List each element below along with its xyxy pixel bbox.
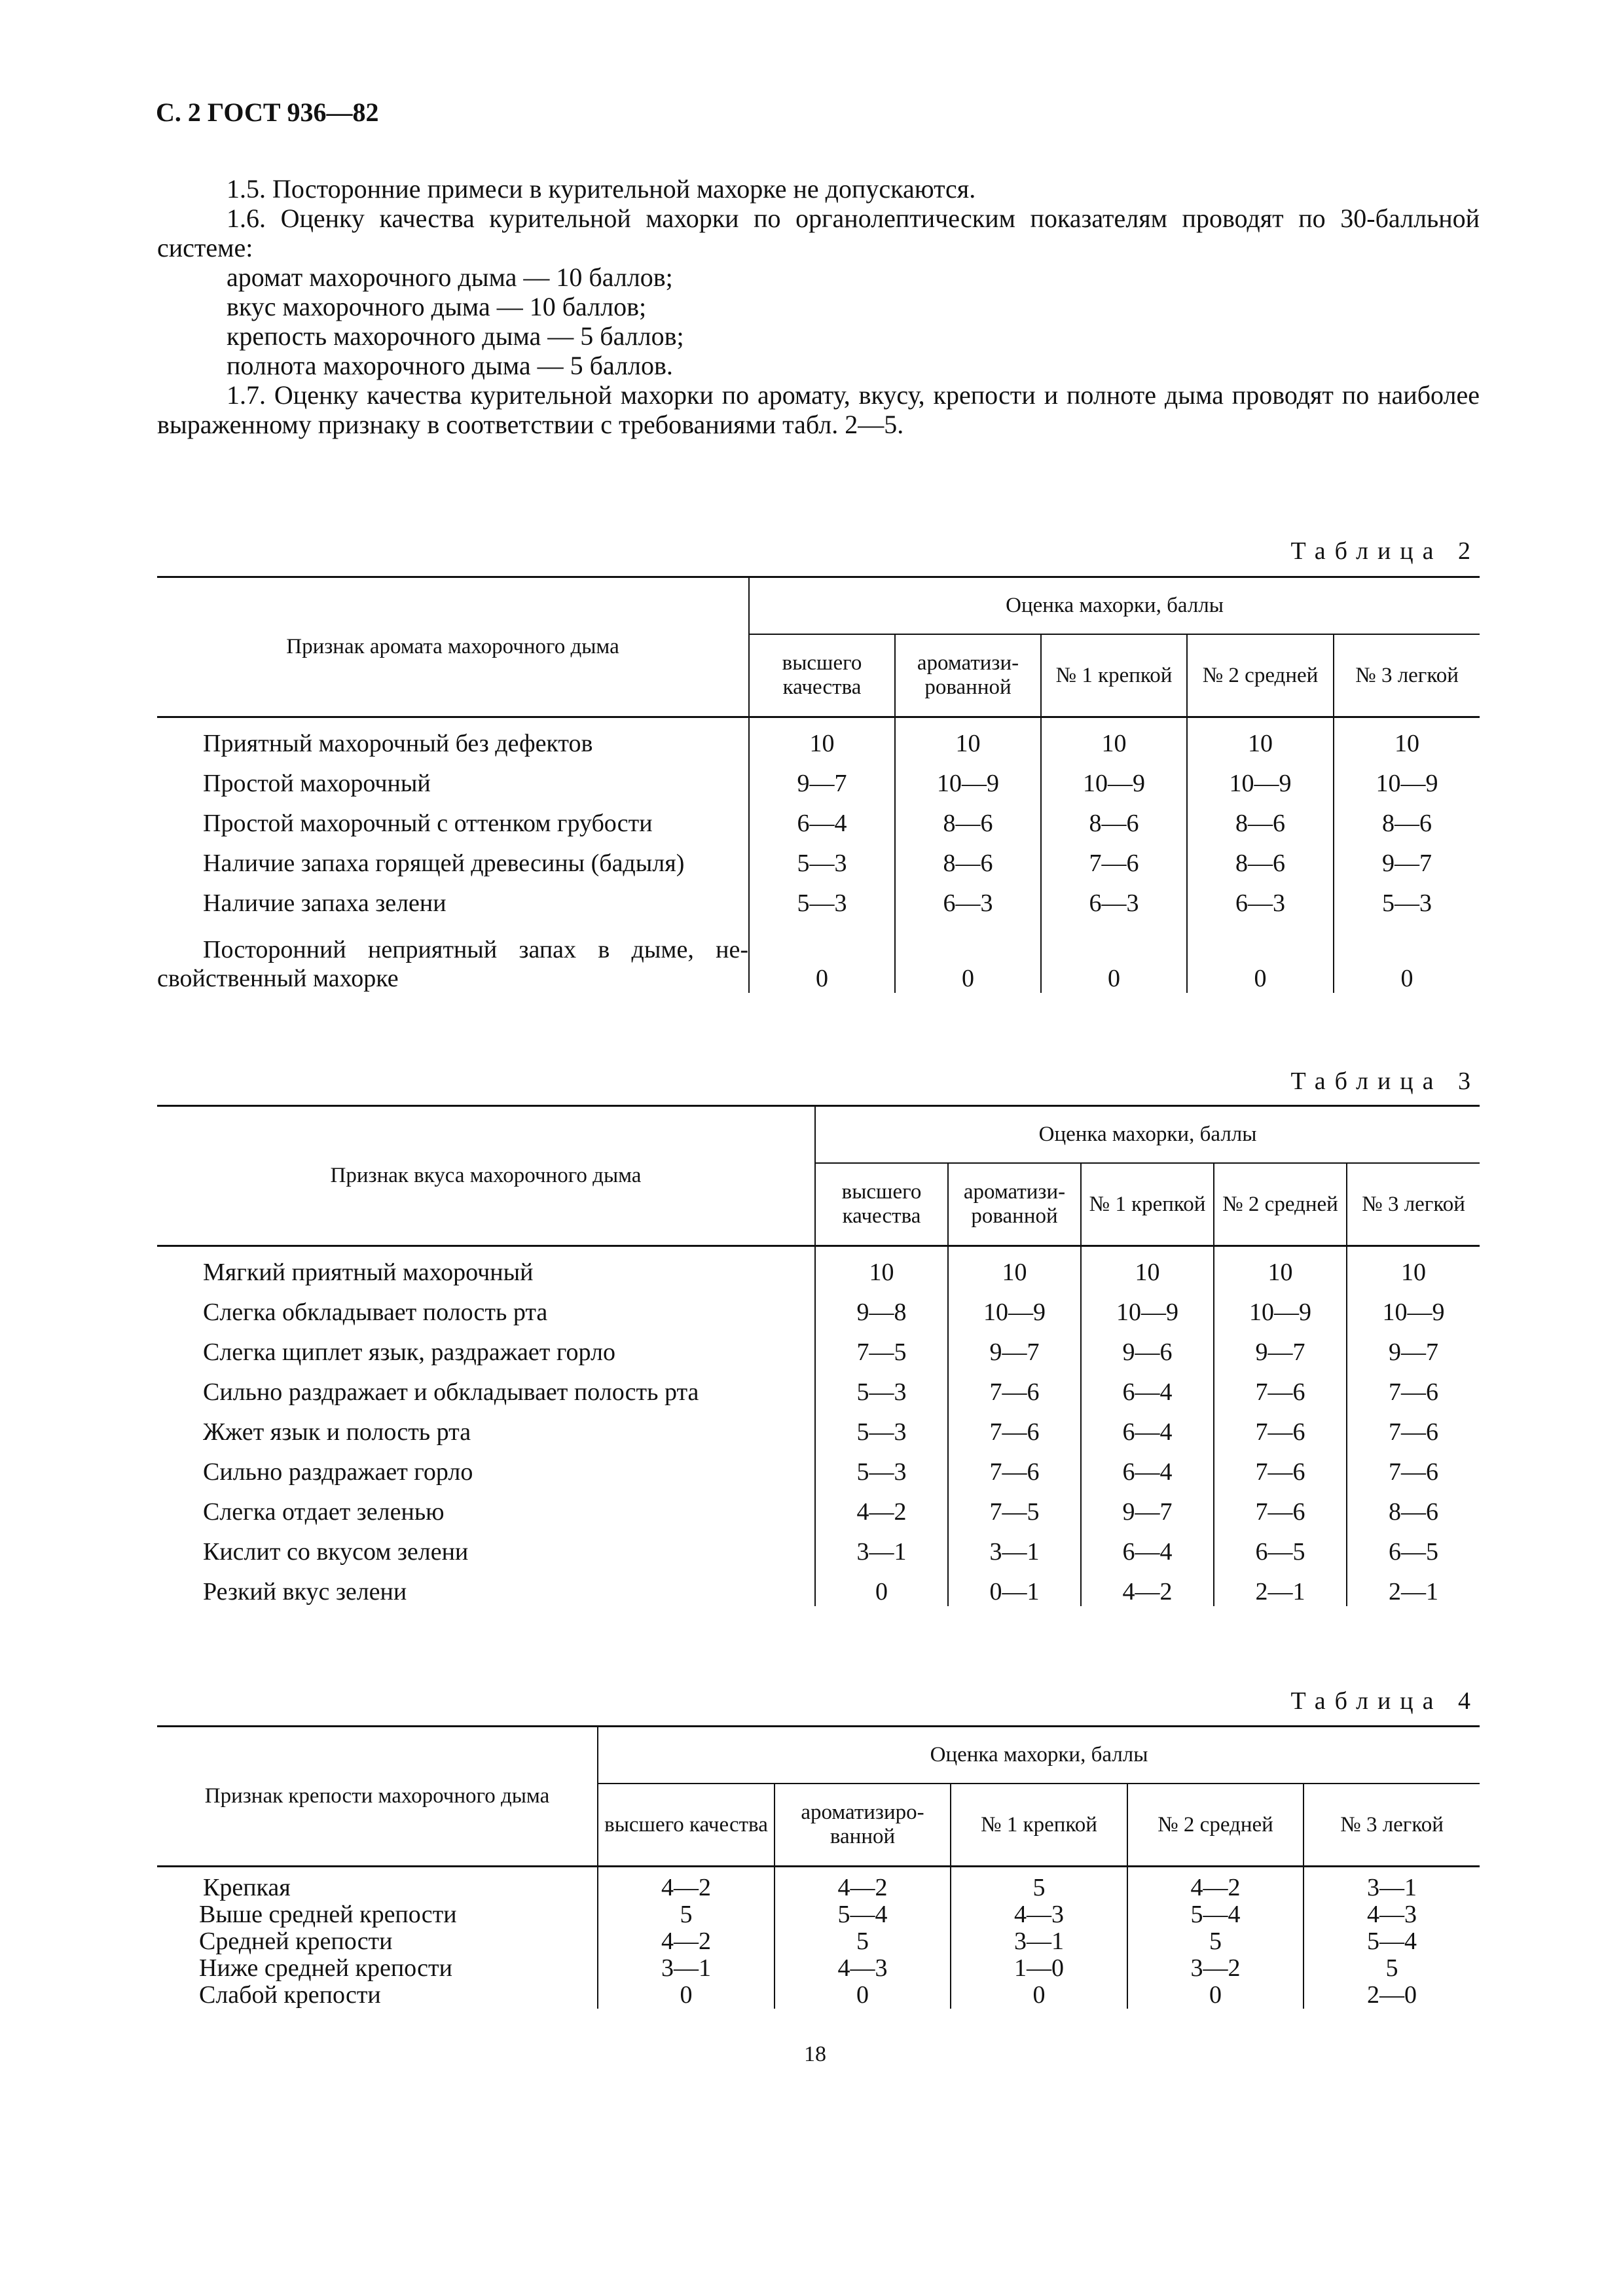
column-header: № 3 легкой [1347,1163,1480,1246]
table-4-group-header: Оценка махорки, баллы [598,1727,1480,1784]
cell: 10 [1081,1246,1214,1287]
cell: 6—3 [1041,878,1187,918]
cell: 7—6 [1347,1367,1480,1407]
cell: 6—5 [1214,1526,1347,1566]
cell: 6—3 [895,878,1041,918]
row-label: Сильно раздражает горло [203,1458,473,1486]
cell: 0 [1041,918,1187,993]
cell: 7—6 [1347,1407,1480,1446]
cell: 7—6 [1347,1446,1480,1486]
column-header: № 1 крепкой [1081,1163,1214,1246]
row-label: Сильно раздражает и обкладывает полость рта [203,1378,699,1406]
page-number: 18 [804,2042,826,2066]
column-header: № 2 средней [1214,1163,1347,1246]
list-item: аромат махорочного дыма — 10 баллов; [227,262,673,292]
row-label: Наличие запаха горящей древесины (бадыля) [203,850,685,877]
cell: 2—1 [1347,1566,1480,1606]
table-row [157,878,1480,918]
cell: 9—6 [1081,1327,1214,1367]
cell: 10—9 [1214,1287,1347,1327]
cell: 10—9 [1081,1287,1214,1327]
cell: 0 [895,918,1041,993]
cell: 7—6 [1041,838,1187,878]
cell: 9—7 [1214,1327,1347,1367]
cell: 6—4 [1081,1407,1214,1446]
table-row [157,1246,1480,1287]
cell: 8—6 [895,838,1041,878]
cell: 5—3 [1334,878,1480,918]
cell: 10 [1187,717,1334,759]
cell: 7—6 [1214,1486,1347,1526]
cell: 6—4 [1081,1446,1214,1486]
page-header: С. 2 ГОСТ 936—82 [156,98,379,127]
column-header: № 2 средней [1187,634,1334,717]
cell: 10—9 [1347,1287,1480,1327]
row-label-line: Посторонний неприятный запах в дыме, не- [203,936,748,963]
table-4 [157,1725,1480,2009]
table-row [157,838,1480,878]
table-row [157,1928,1480,1955]
cell: 4—2 [815,1486,948,1526]
cell: 10 [895,717,1041,759]
row-label: Жжет язык и полость рта [203,1418,471,1446]
list-item: полнота махорочного дыма — 5 баллов. [227,351,673,380]
cell: 0 [1187,918,1334,993]
cell: 8—6 [1347,1486,1480,1526]
cell: 9—7 [1347,1327,1480,1367]
cell: 10—9 [948,1287,1081,1327]
column-header: № 2 средней [1127,1784,1304,1867]
cell: 8—6 [1334,798,1480,838]
cell: 0 [775,1982,951,2009]
row-label: Ниже средней крепости [199,1954,452,1982]
table-row [157,717,1480,759]
row-label: Простой махорочный [203,770,431,797]
cell: 6—4 [1081,1526,1214,1566]
cell: 5 [1304,1955,1480,1982]
cell: 3—1 [598,1955,775,1982]
cell: 7—6 [948,1446,1081,1486]
cell: 4—2 [775,1867,951,1902]
cell: 5 [598,1901,775,1928]
table-3-caption: Таблица 3 [1290,1067,1480,1095]
cell: 6—4 [749,798,895,838]
cell: 5—3 [749,878,895,918]
cell: 9—7 [948,1327,1081,1367]
cell: 7—5 [815,1327,948,1367]
cell: 5 [775,1928,951,1955]
cell: 7—6 [1214,1367,1347,1407]
cell: 4—3 [1304,1901,1480,1928]
row-label [157,918,749,993]
cell: 5—3 [815,1367,948,1407]
cell: 10—9 [1187,758,1334,798]
cell: 5 [1127,1928,1304,1955]
cell: 10 [1041,717,1187,759]
paragraph-1-7: 1.7. Оценку качества курительной махорки по аромату, вкусу, крепости и полноте дыма проводят по наиболее выраженному признаку в соответствии с требованиями табл. 2—5. [157,380,1480,439]
column-header: ароматизиро-ванной [775,1784,951,1867]
column-header: № 3 легкой [1334,634,1480,717]
table-row [157,1407,1480,1446]
row-label: Мягкий приятный махорочный [203,1259,534,1286]
paragraph-1-5: 1.5. Посторонние примеси в курительной махорке не допускаются. [227,174,976,204]
cell: 3—1 [948,1526,1081,1566]
cell: 5—3 [815,1407,948,1446]
cell: 7—6 [948,1367,1081,1407]
cell: 4—3 [951,1901,1127,1928]
cell: 6—4 [1081,1367,1214,1407]
cell: 0 [1127,1982,1304,2009]
table-row [157,798,1480,838]
cell: 5—4 [1127,1901,1304,1928]
list-item: крепость махорочного дыма — 5 баллов; [227,321,684,351]
row-label: Резкий вкус зелени [203,1578,407,1605]
table-4-row-header: Признак крепости махорочного дыма [157,1727,598,1867]
cell: 10 [749,717,895,759]
row-label: Выше средней крепости [199,1901,457,1928]
cell: 0 [749,918,895,993]
row-label: Слабой крепости [199,1981,381,2009]
cell: 3—1 [951,1928,1127,1955]
cell: 7—6 [948,1407,1081,1446]
cell: 7—6 [1214,1446,1347,1486]
table-row [157,1287,1480,1327]
cell: 5—4 [775,1901,951,1928]
column-header: № 1 крепкой [951,1784,1127,1867]
cell: 8—6 [895,798,1041,838]
cell: 2—0 [1304,1982,1480,2009]
cell: 9—7 [749,758,895,798]
cell: 3—2 [1127,1955,1304,1982]
cell: 4—2 [598,1867,775,1902]
table-2-group-header: Оценка махорки, баллы [749,577,1480,635]
column-header: № 1 крепкой [1041,634,1187,717]
row-label: Слегка отдает зеленью [203,1498,445,1526]
table-row [157,1901,1480,1928]
cell: 10 [948,1246,1081,1287]
cell: 10 [1214,1246,1347,1287]
cell: 9—7 [1081,1486,1214,1526]
cell: 10 [815,1246,948,1287]
cell: 6—3 [1187,878,1334,918]
cell: 8—6 [1187,798,1334,838]
row-label: Простой махорочный с оттенком грубости [203,810,653,837]
cell: 0 [951,1982,1127,2009]
table-3 [157,1105,1480,1606]
table-row [157,1367,1480,1407]
row-label: Слегка обкладывает полость рта [203,1299,548,1326]
table-2 [157,576,1480,993]
table-row [157,1446,1480,1486]
cell: 5—3 [815,1446,948,1486]
cell: 10—9 [1334,758,1480,798]
row-label: Крепкая [203,1874,291,1901]
cell: 6—5 [1347,1526,1480,1566]
cell: 9—7 [1334,838,1480,878]
cell: 0—1 [948,1566,1081,1606]
cell: 10—9 [1041,758,1187,798]
row-label: Кислит со вкусом зелени [203,1538,469,1566]
cell: 0 [1334,918,1480,993]
cell: 4—2 [598,1928,775,1955]
cell: 10—9 [895,758,1041,798]
table-row [157,1486,1480,1526]
cell: 8—6 [1187,838,1334,878]
table-row [157,1566,1480,1606]
column-header: № 3 легкой [1304,1784,1480,1867]
cell: 10 [1347,1246,1480,1287]
table-3-group-header: Оценка махорки, баллы [815,1106,1480,1164]
cell: 4—2 [1081,1566,1214,1606]
table-row [157,1982,1480,2009]
paragraph-1-6: 1.6. Оценку качества курительной махорки по органолептическим показателям проводят по 30-балльной системе: [157,204,1480,262]
row-label: Приятный махорочный без дефектов [203,730,593,757]
cell: 0 [598,1982,775,2009]
cell: 8—6 [1041,798,1187,838]
column-header: ароматизи-рованной [895,634,1041,717]
cell: 7—5 [948,1486,1081,1526]
row-label: Средней крепости [199,1928,393,1955]
cell: 3—1 [815,1526,948,1566]
column-header: высшего качества [815,1163,948,1246]
table-row [157,758,1480,798]
table-2-caption: Таблица 2 [1290,537,1480,565]
column-header: ароматизи-рованной [948,1163,1081,1246]
cell: 5—3 [749,838,895,878]
cell: 7—6 [1214,1407,1347,1446]
table-row [157,1327,1480,1367]
column-header: высшего качества [749,634,895,717]
cell: 4—2 [1127,1867,1304,1902]
table-row [157,1526,1480,1566]
column-header: высшего качества [598,1784,775,1867]
row-label-line: свойственный махорке [157,965,399,992]
intro-text [157,174,1480,439]
table-row [157,1867,1480,1902]
cell: 4—3 [775,1955,951,1982]
cell: 9—8 [815,1287,948,1327]
row-label: Наличие запаха зелени [203,889,447,917]
table-row [157,918,1480,993]
cell: 2—1 [1214,1566,1347,1606]
table-2-row-header: Признак аромата махорочного дыма [157,577,749,717]
list-item: вкус махорочного дыма — 10 баллов; [227,292,647,321]
table-3-row-header: Признак вкуса махорочного дыма [157,1106,815,1246]
cell: 5—4 [1304,1928,1480,1955]
table-row [157,1955,1480,1982]
cell: 5 [951,1867,1127,1902]
cell: 0 [815,1566,948,1606]
cell: 10 [1334,717,1480,759]
cell: 1—0 [951,1955,1127,1982]
cell: 3—1 [1304,1867,1480,1902]
table-4-caption: Таблица 4 [1290,1687,1480,1715]
row-label: Слегка щиплет язык, раздражает горло [203,1338,615,1366]
